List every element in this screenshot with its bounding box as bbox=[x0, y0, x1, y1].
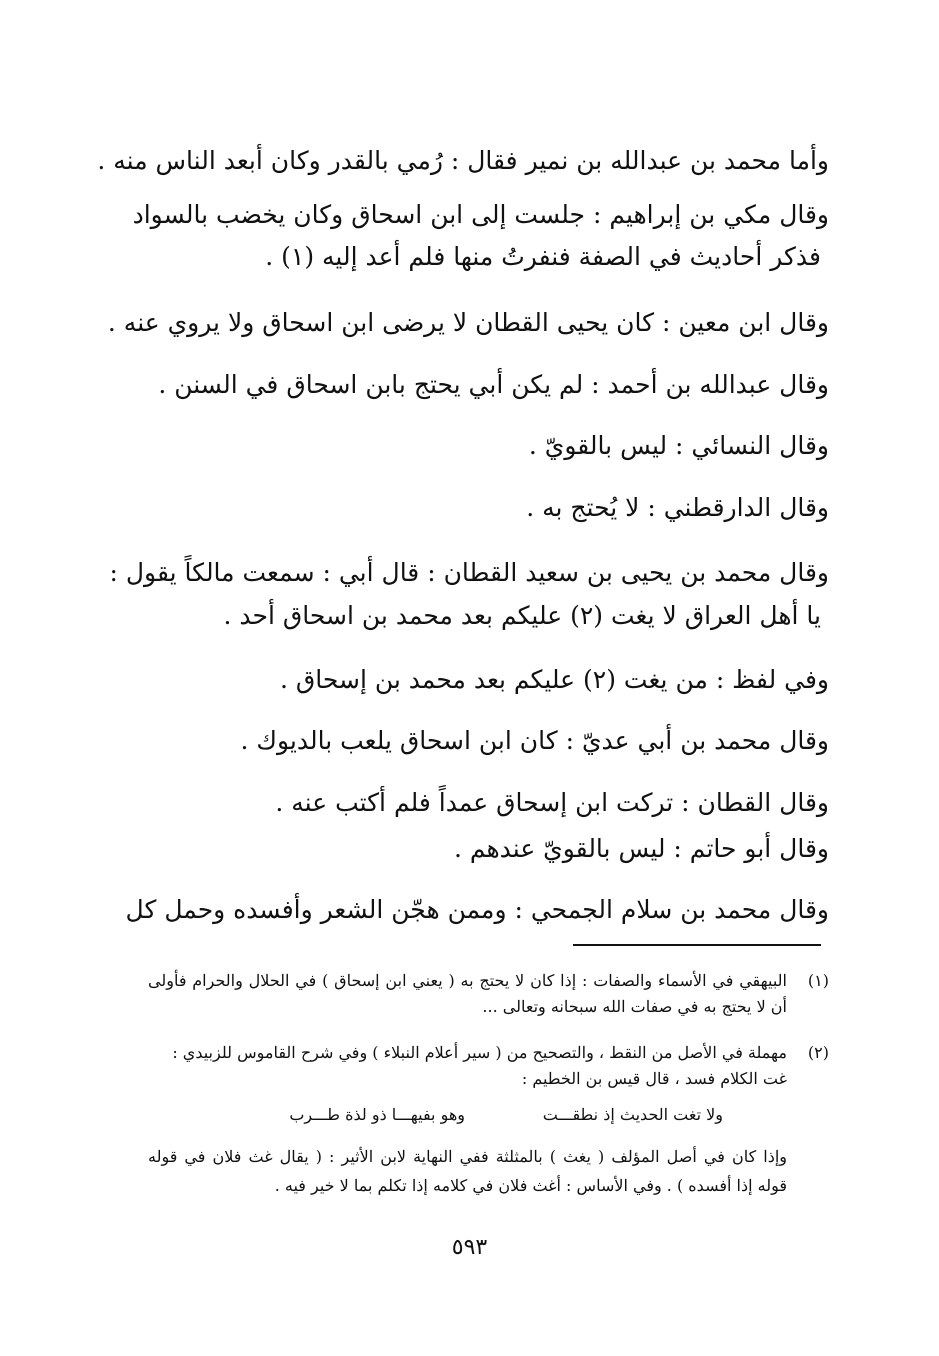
body-line-14: وقال محمد بن سلام الجمحي : وممن هجّن الشعر وأفسده وحمل كل bbox=[125, 895, 829, 924]
body-line-3: فذكر أحاديث في الصفة فنفرتُ منها فلم أعد إليه (١) . bbox=[265, 242, 821, 271]
footnote-2-line-3: وإذا كان في أصل المؤلف ( يغث ) بالمثلثة ففي النهاية لابن الأثير : ( يقال غث فلان في قوله bbox=[148, 1147, 787, 1166]
footnote-1-line-1: البيهقي في الأسماء والصفات : إذا كان لا يحتج به ( يعني ابن إسحاق ) في الحلال والحرام فأولى bbox=[148, 971, 787, 990]
footnote-2-number: (٢) bbox=[807, 1043, 829, 1062]
body-line-12: وقال القطان : تركت ابن إسحاق عمداً فلم أكتب عنه . bbox=[275, 788, 829, 817]
body-line-5: وقال عبدالله بن أحمد : لم يكن أبي يحتج بابن اسحاق في السنن . bbox=[158, 370, 829, 399]
body-line-11: وقال محمد بن أبي عديّ : كان ابن اسحاق يلعب بالديوك . bbox=[240, 726, 829, 755]
body-line-2: وقال مكي بن إبراهيم : جلست إلى ابن اسحاق وكان يخضب بالسواد bbox=[132, 200, 829, 229]
body-line-7: وقال الدارقطني : لا يُحتج به . bbox=[526, 493, 829, 522]
verse-second-hemistich: وهو بفيهـــا ذو لذة طـــرب bbox=[289, 1105, 465, 1124]
footnote-2-line-2: غت الكلام فسد ، قال قيس بن الخطيم : bbox=[521, 1069, 787, 1088]
body-line-13: وقال أبو حاتم : ليس بالقويّ عندهم . bbox=[453, 834, 829, 863]
page-number: ٥٩٣ bbox=[451, 1235, 488, 1260]
footnote-1-line-2: أن لا يحتج به في صفات الله سبحانه وتعالى ... bbox=[482, 997, 787, 1016]
body-line-9: يا أهل العراق لا يغت (٢) عليكم بعد محمد بن اسحاق أحد . bbox=[223, 601, 821, 630]
body-line-6: وقال النسائي : ليس بالقويّ . bbox=[528, 431, 829, 460]
body-line-4: وقال ابن معين : كان يحيى القطان لا يرضى ابن اسحاق ولا يروي عنه . bbox=[107, 308, 829, 337]
footnote-separator bbox=[573, 944, 821, 946]
body-line-8: وقال محمد بن يحيى بن سعيد القطان : قال أبي : سمعت مالكاً يقول : bbox=[109, 558, 829, 587]
body-line-10: وفي لفظ : من يغت (٢) عليكم بعد محمد بن إسحاق . bbox=[279, 665, 829, 694]
footnote-2-line-1: مهملة في الأصل من النقط ، والتصحيح من ( سير أعلام النبلاء ) وفي شرح القاموس للزبيدي : bbox=[172, 1043, 787, 1062]
body-line-1: وأما محمد بن عبدالله بن نمير فقال : رُمي بالقدر وكان أبعد الناس منه . bbox=[97, 146, 829, 175]
footnote-2-line-4: قوله إذا أفسده ) . وفي الأساس : أغث فلان في كلامه إذا تكلم بما لا خير فيه . bbox=[274, 1176, 787, 1195]
verse-first-hemistich: ولا تغت الحديث إذ نطقـــت bbox=[542, 1105, 723, 1124]
footnote-1-number: (١) bbox=[807, 971, 829, 990]
